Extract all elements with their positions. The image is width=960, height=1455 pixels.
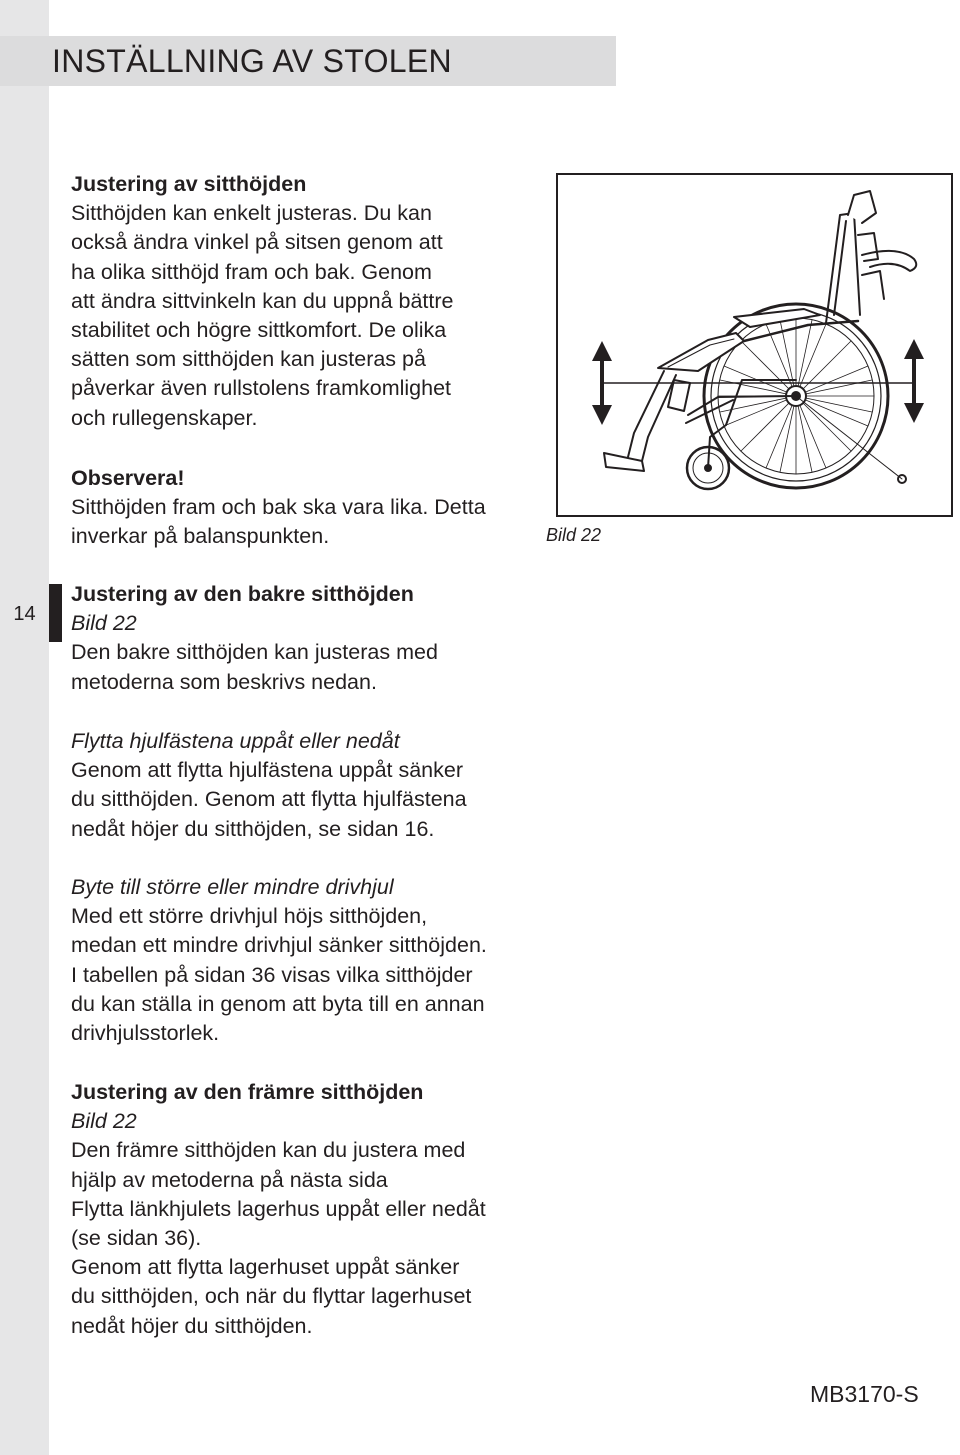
subsection-heading: Byte till större eller mindre drivhjul <box>71 875 394 899</box>
page-number: 14 <box>13 603 36 625</box>
document-code: MB3170-S <box>810 1381 919 1407</box>
body-line: ha olika sitthöjd fram och bak. Genom <box>71 259 432 284</box>
section-heading: Justering av den främre sitthöjden <box>71 1080 424 1104</box>
section-move-mounts <box>71 727 467 844</box>
height-arrow-right-icon <box>904 339 924 423</box>
body-line: inverkar på balanspunkten. <box>71 524 330 549</box>
body-line: nedåt höjer du sitthöjden. <box>71 1313 313 1338</box>
side-strip <box>0 0 49 1455</box>
body-line: medan ett mindre drivhjul sänker sitthöjden. <box>71 933 487 958</box>
body-line: drivhjulsstorlek. <box>71 1021 220 1046</box>
body-line: Flytta länkhjulets lagerhus uppåt eller nedåt <box>71 1196 486 1221</box>
section-seat-height <box>71 170 453 433</box>
body-line: att ändra sittvinkeln kan du uppnå bättre <box>71 288 454 313</box>
section-front-height <box>71 1078 486 1341</box>
body-line: metoderna som beskrivs nedan. <box>71 669 377 694</box>
section-note <box>71 464 486 552</box>
body-line: I tabellen på sidan 36 visas vilka sitthöjder <box>71 962 473 987</box>
body-line: du sitthöjden. Genom att flytta hjulfästena <box>71 787 467 812</box>
body-line: nedåt höjer du sitthöjden, se sidan 16. <box>71 816 435 841</box>
body-line: stabilitet och högre sittkomfort. De olika <box>71 318 447 343</box>
body-line: Den bakre sitthöjden kan justeras med <box>71 640 438 665</box>
figure-reference: Bild 22 <box>71 1109 137 1134</box>
body-line: hjälp av metoderna på nästa sida <box>71 1167 388 1192</box>
section-heading: Justering av den bakre sitthöjden <box>71 582 414 606</box>
body-line: Genom att flytta lagerhuset uppåt sänker <box>71 1255 460 1280</box>
body-line: Den främre sitthöjden kan du justera med <box>71 1138 466 1163</box>
subsection-heading: Flytta hjulfästena uppåt eller nedåt <box>71 729 400 753</box>
body-line: också ändra vinkel på sitsen genom att <box>71 230 443 255</box>
body-line: du sitthöjden, och när du flyttar lagerhuset <box>71 1284 472 1309</box>
body-line: Med ett större drivhjul höjs sitthöjden, <box>71 904 428 929</box>
body-line: sätten som sitthöjden kan justeras på <box>71 347 426 372</box>
section-rear-height <box>71 580 438 697</box>
figure-caption: Bild 22 <box>546 525 602 545</box>
body-line: du kan ställa in genom att byta till en annan <box>71 991 485 1016</box>
body-line: Sitthöjden fram och bak ska vara lika. Detta <box>71 495 486 520</box>
wheelchair-illustration <box>558 175 950 514</box>
body-line: och rullegenskaper. <box>71 405 258 430</box>
figure-frame <box>556 173 953 517</box>
body-line: (se sidan 36). <box>71 1226 202 1251</box>
figure-reference: Bild 22 <box>71 611 137 636</box>
body-line: Genom att flytta hjulfästena uppåt sänker <box>71 758 464 783</box>
body-line: Sitthöjden kan enkelt justeras. Du kan <box>71 201 432 226</box>
section-change-wheel <box>71 873 487 1048</box>
body-line: påverkar även rullstolens framkomlighet <box>71 376 451 401</box>
section-heading: Justering av sitthöjden <box>71 172 307 196</box>
page-title: INSTÄLLNING AV STOLEN <box>52 43 452 79</box>
note-heading: Observera! <box>71 466 185 490</box>
